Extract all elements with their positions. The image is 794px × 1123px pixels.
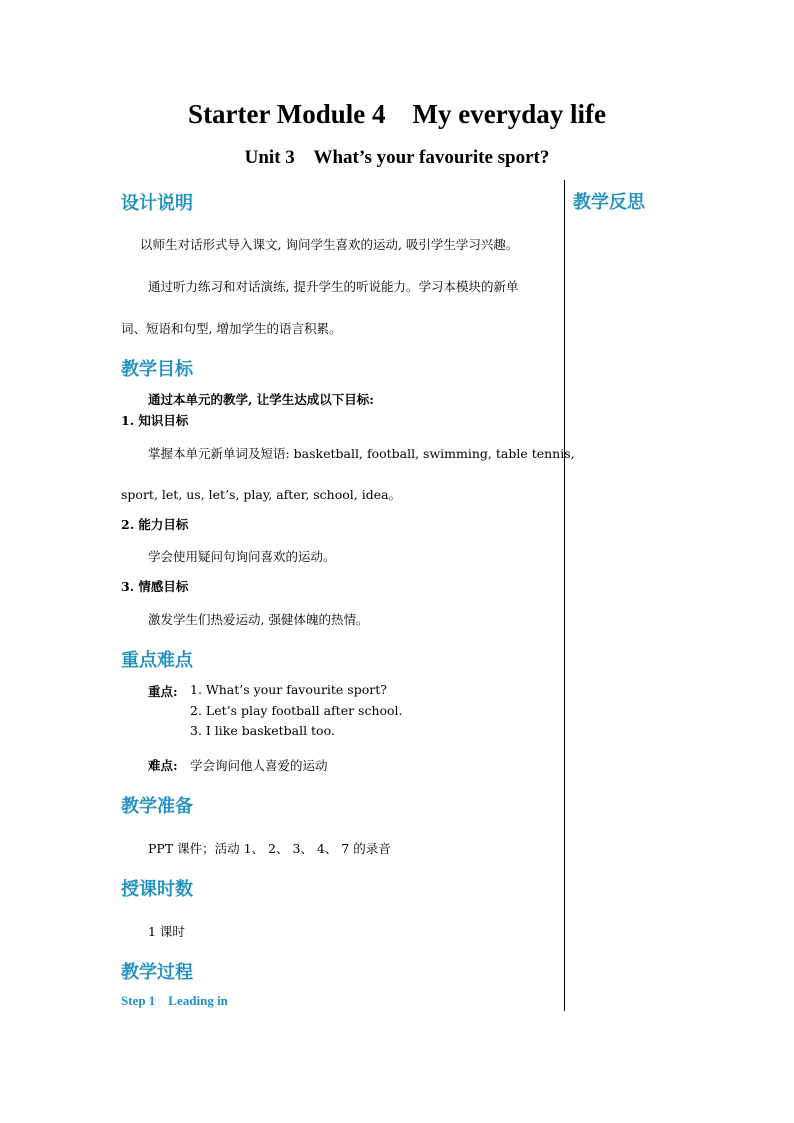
design-paragraph-1: 以师生对话形式导入课文, 询问学生喜欢的运动, 吸引学生学习兴趣。 [140, 237, 519, 252]
document-title: Starter Module 4 My everyday life [188, 99, 606, 129]
key-point-item: 3. I like basketball too. [190, 723, 335, 738]
design-paragraph-2-line-1: 通过听力练习和对话演练, 提升学生的听说能力。学习本模块的新单 [148, 279, 519, 294]
step-1-heading: Step 1 Leading in [121, 993, 228, 1008]
process-heading: 教学过程 [121, 962, 193, 983]
knowledge-objective-line-1: 掌握本单元新单词及短语: basketball, football, swimming, table tennis, [148, 446, 575, 461]
hours-text: 1 课时 [148, 924, 185, 939]
unit-subtitle: Unit 3 What’s your favourite sport? [244, 147, 550, 168]
design-heading: 设计说明 [121, 193, 193, 214]
key-points-label: 重点: [148, 684, 178, 699]
key-point-item: 2. Let’s play football after school. [190, 703, 403, 718]
design-paragraph-2-line-2: 词、短语和句型, 增加学生的语言积累。 [121, 321, 342, 336]
ability-objective-text: 学会使用疑问句询问喜欢的运动。 [148, 549, 336, 564]
hours-heading: 授课时数 [121, 879, 193, 900]
emotion-objective-label: 3. 情感目标 [121, 579, 189, 594]
objectives-heading: 教学目标 [121, 359, 193, 380]
difficult-points-text: 学会询问他人喜爱的运动 [190, 758, 328, 773]
key-points-heading: 重点难点 [121, 650, 193, 671]
objectives-intro: 通过本单元的教学, 让学生达成以下目标: [148, 392, 374, 407]
ability-objective-label: 2. 能力目标 [121, 517, 189, 532]
column-divider [564, 180, 565, 1011]
knowledge-objective-label: 1. 知识目标 [121, 413, 189, 428]
reflection-heading: 教学反思 [573, 192, 645, 213]
preparation-text: PPT 课件；活动 1、 2、 3、 4、 7 的录音 [148, 841, 391, 856]
knowledge-objective-line-2: sport, let, us, let’s, play, after, school, idea。 [121, 487, 402, 502]
key-point-item: 1. What’s your favourite sport? [190, 682, 387, 697]
preparation-heading: 教学准备 [121, 796, 193, 817]
difficult-points-label: 难点: [148, 758, 178, 773]
emotion-objective-text: 激发学生们热爱运动, 强健体魄的热情。 [148, 612, 369, 627]
